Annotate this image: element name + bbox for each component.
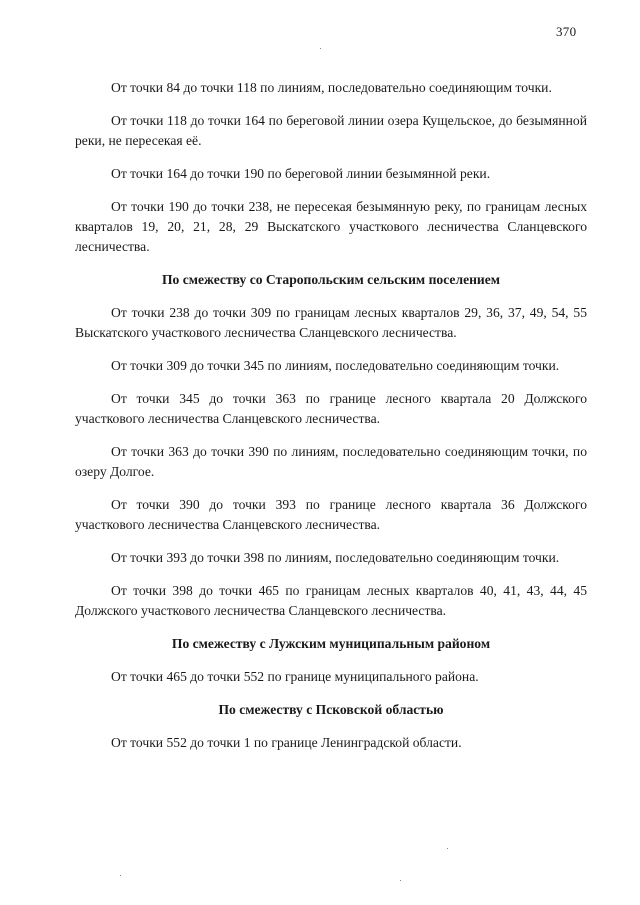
paragraph: От точки 309 до точки 345 по линиям, последовательно соединяющим точки.: [111, 358, 560, 373]
paragraph: От точки 118 до точки 164 по береговой линии озера Кущельское, до безымянной реки, не пересекая её.: [75, 113, 587, 148]
paragraph: От точки 345 до точки 363 по границе лесного квартала 20 Должского участкового лесничества Сланцевского лесничества.: [75, 391, 587, 426]
paragraph: От точки 465 до точки 552 по границе муниципального района.: [111, 669, 479, 684]
paragraph: От точки 398 до точки 465 по границам лесных кварталов 40, 41, 43, 44, 45 Должского участкового лесничества Сланцевского лесничества.: [75, 583, 587, 618]
paragraph: От точки 390 до точки 393 по границе лесного квартала 36 Должского участкового лесничества Сланцевского лесничества.: [75, 497, 587, 532]
section-heading: По смежеству с Лужским муниципальным районом: [171, 636, 491, 651]
paragraph: От точки 190 до точки 238, не пересекая безымянную реку, по границам лесных кварталов 19, 20, 21, 28, 29 Выскатского участкового лесничества Сланцевского лесничества.: [75, 199, 587, 254]
paragraph: От точки 238 до точки 309 по границам лесных кварталов 29, 36, 37, 49, 54, 55 Выскатского участкового лесничества Сланцевского лесничества.: [75, 305, 587, 340]
paragraph: От точки 84 до точки 118 по линиям, последовательно соединяющим точки.: [111, 80, 552, 95]
scan-speck: [400, 880, 401, 881]
document-body: [75, 78, 587, 753]
scan-speck: [447, 848, 448, 849]
paragraph: От точки 552 до точки 1 по границе Ленинградской области.: [111, 735, 462, 750]
scan-speck: [120, 875, 121, 876]
section-heading: По смежеству со Старопольским сельским поселением: [161, 272, 501, 287]
paragraph: От точки 164 до точки 190 по береговой линии безымянной реки.: [111, 166, 491, 181]
paragraph: От точки 363 до точки 390 по линиям, последовательно соединяющим точки, по озеру Долгое.: [75, 444, 587, 479]
section-heading: По смежеству с Псковской областью: [218, 702, 444, 717]
page-number: 370: [556, 24, 577, 39]
scan-speck: [320, 48, 321, 49]
paragraph: От точки 393 до точки 398 по линиям, последовательно соединяющим точки.: [111, 550, 560, 565]
